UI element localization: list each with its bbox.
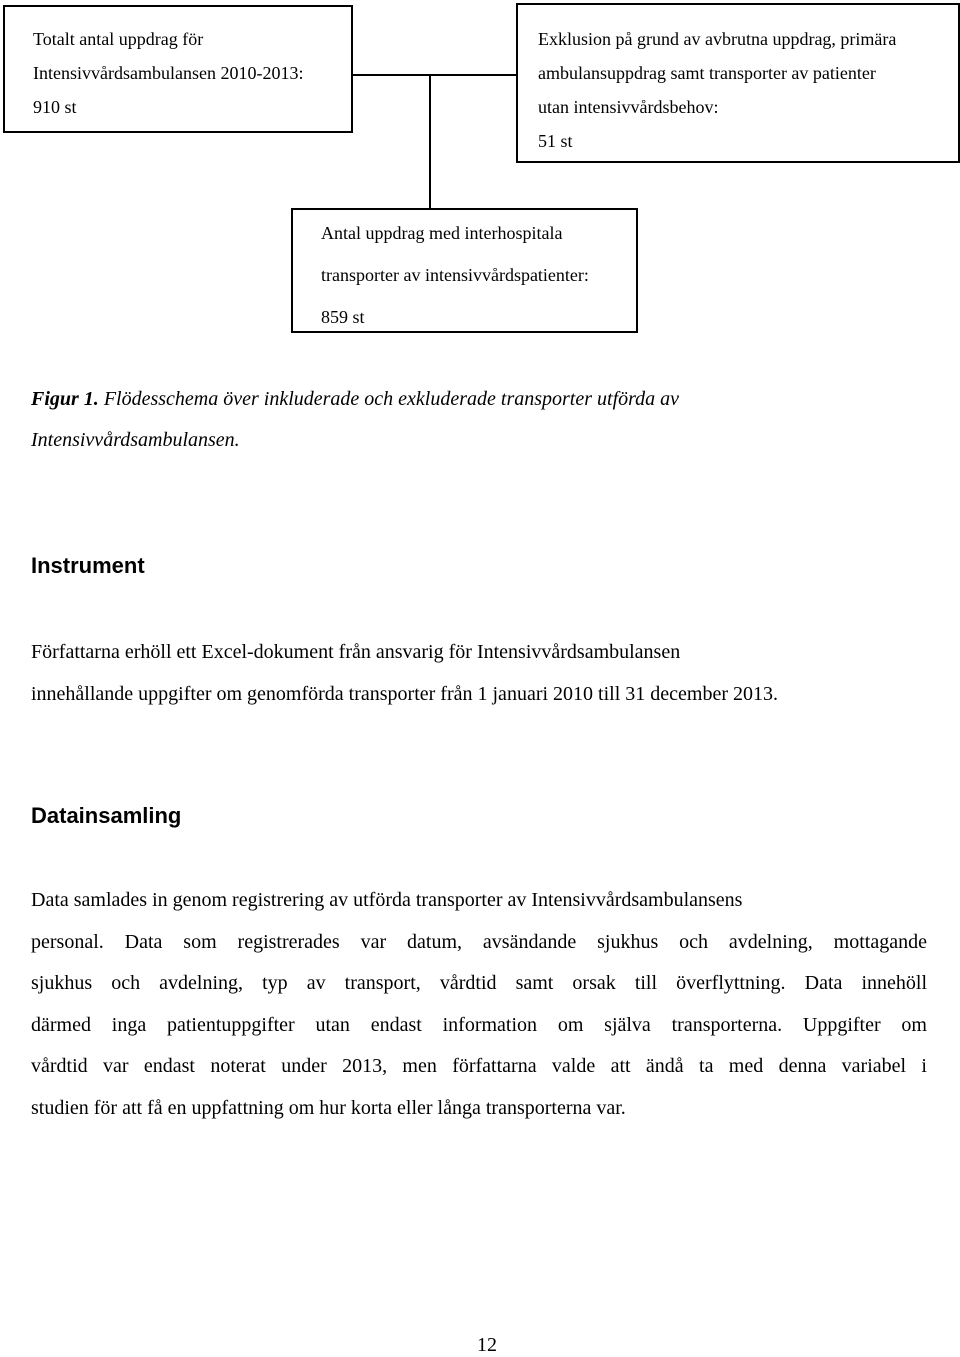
flowchart-box-exclusion xyxy=(516,3,960,163)
caption-text: Flödesschema över inkluderade och exkluderade transporter utförda av xyxy=(98,388,680,410)
paragraph-line: sjukhus och avdelning, typ av transport, vårdtid samt orsak till överflyttning. Data innehöll xyxy=(31,972,927,994)
flowchart-box-included xyxy=(291,208,638,333)
box-text-line: transporter av intensivvårdspatienter: xyxy=(321,265,589,285)
box-text-line: Antal uppdrag med interhospitala xyxy=(321,223,563,243)
section-heading-datainsamling: Datainsamling xyxy=(31,803,182,828)
paragraph-line: vårdtid var endast noterat under 2013, men författarna valde att ändå ta med denna variabel i xyxy=(31,1055,927,1077)
box-text-line: utan intensivvårdsbehov: xyxy=(538,97,719,117)
paragraph-datainsamling xyxy=(31,880,927,1129)
flowchart-connector-vertical xyxy=(429,74,431,208)
box-text-line: 859 st xyxy=(321,307,365,327)
box-text-line: Exklusion på grund av avbrutna uppdrag, primära xyxy=(538,29,897,49)
box-text-line: 51 st xyxy=(538,131,573,151)
paragraph-line: Data samlades in genom registrering av utförda transporter av Intensivvårdsambulansens xyxy=(31,889,743,911)
paragraph-line: studien för att få en uppfattning om hur korta eller långa transporterna var. xyxy=(31,1096,626,1119)
box-text-line: ambulansuppdrag samt transporter av patienter xyxy=(538,63,876,83)
figure-caption xyxy=(31,379,911,461)
paragraph-line: därmed inga patientuppgifter utan endast information om själva transporterna. Uppgifter om xyxy=(31,1013,927,1036)
caption-text: Intensivvårdsambulansen. xyxy=(31,429,240,451)
box-text-line: Intensivvårdsambulansen 2010-2013: xyxy=(33,63,304,83)
box-text-line: 910 st xyxy=(33,97,77,117)
page-number: 12 xyxy=(477,1334,497,1356)
paragraph-line: innehållande uppgifter om genomförda transporter från 1 januari 2010 till 31 december 2013. xyxy=(31,682,778,705)
figure-label: Figur 1. xyxy=(31,388,99,410)
paragraph-line: Författarna erhöll ett Excel-dokument från ansvarig för Intensivvårdsambulansen xyxy=(31,641,681,663)
paragraph-line: personal. Data som registrerades var datum, avsändande sjukhus och avdelning, mottagande xyxy=(31,930,927,953)
flowchart-connector-horizontal xyxy=(353,74,516,76)
box-text-line: Totalt antal uppdrag för xyxy=(33,29,204,49)
section-heading-instrument: Instrument xyxy=(31,553,145,578)
flowchart-box-total xyxy=(3,5,353,133)
paragraph-instrument xyxy=(31,632,927,715)
